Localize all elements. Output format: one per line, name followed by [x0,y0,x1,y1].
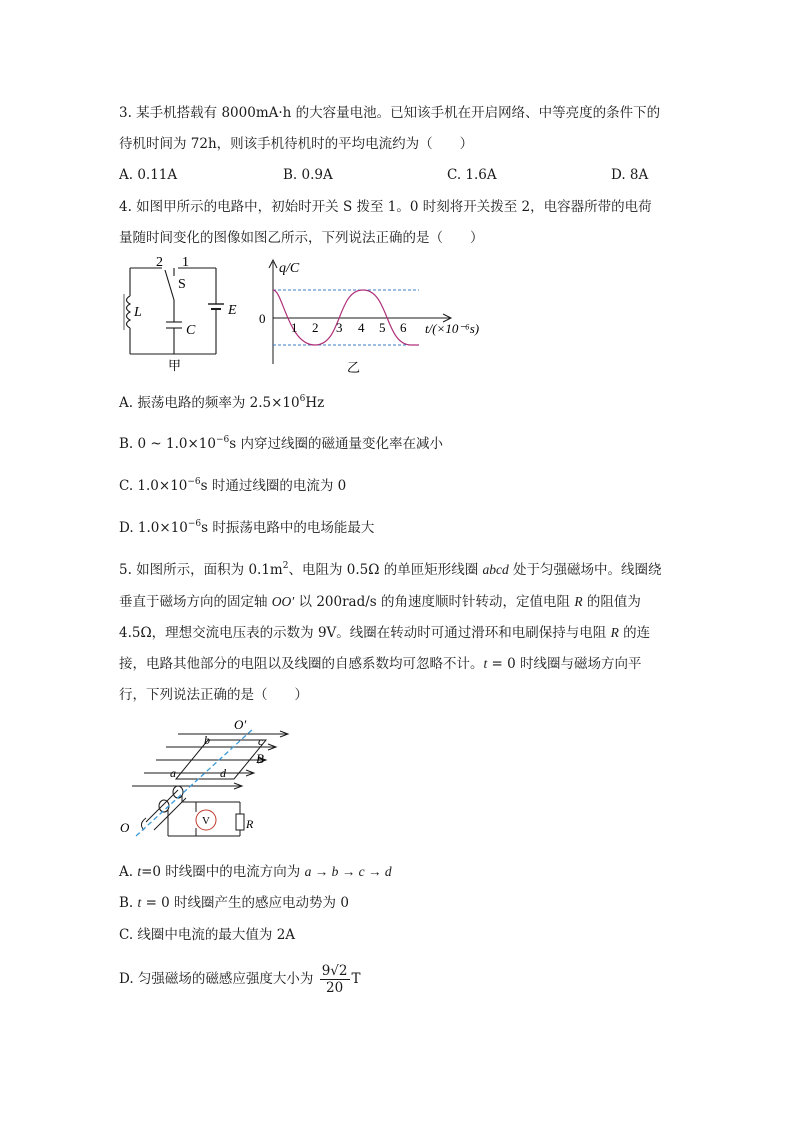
q5-option-c: C. 线圈中电流的最大值为 2A [119,927,296,943]
field-b-label: B [256,751,264,766]
tick-5: 5 [379,320,386,335]
axis-top-label: O′ [234,717,247,732]
q5-option-a: A. t=0 时线圈中的电流方向为 a → b → c → d [119,864,392,880]
q5-line4: 接，电路其他部分的电阻以及线圈的自感系数均可忽略不计。t = 0 时线圈与磁场方向平 [119,656,642,672]
y-axis-label: q/C [279,261,300,276]
fraction: $\frac{9√2}{20}$ [321,963,348,996]
origin-label: 0 [259,311,266,326]
resistor-label: R [246,817,254,831]
voltmeter-label: V [202,815,210,827]
switch-label: S [178,277,186,292]
q5-option-d: D. 匀强磁场的磁感应强度大小为 $\frac{9√2}{20}$ T [119,963,361,996]
q5-line2: 垂直于磁场方向的固定轴 OO′ 以 200rad/s 的角速度顺时针转动，定值电阻 R 的阻值为 [119,594,641,610]
inductor-label: L [134,305,142,320]
charge-time-graph [255,256,505,378]
q3-option-b: B. 0.9A [283,167,333,183]
lc-circuit-figure [118,254,258,376]
figure-yi-caption: 乙 [347,360,361,375]
tick-6: 6 [400,320,407,335]
switch-pos-2-label: 2 [156,255,163,270]
battery-label: E [228,303,237,318]
tick-4: 4 [358,320,365,335]
q4-line2: 量随时间变化的图像如图乙所示，下列说法正确的是（ ） [119,230,484,246]
vertex-a-label: a [170,766,176,780]
q5-line5: 行，下列说法正确的是（ ） [119,687,308,703]
rotating-coil-figure [116,714,306,844]
tick-3: 3 [336,320,343,335]
q4-option-b: B. 0 ~ $1.0\times 10^{-6}s$ 内穿过线圈的磁通量变化率在减小 [119,435,443,452]
capacitor-label: C [186,323,196,338]
q3-option-d: D. 8A [611,167,649,183]
q3-line2: 待机时间为 72h，则该手机待机时的平均电流约为（ ） [119,136,474,152]
q4-option-d: D. $1.0\times 10^{-6}s$ 时振荡电路中的电场能最大 [119,519,375,536]
switch-pos-1-label: 1 [182,255,189,270]
q3-option-c: C. 1.6A [447,167,497,183]
figure-jia-caption: 甲 [168,358,182,373]
q5-line3: 4.5Ω，理想交流电压表的示数为 9V。线圈在转动时可通过滑环和电刷保持与电阻 R 的连 [119,625,651,641]
q5-line1: 5. 如图所示，面积为 $0.1m^2$、电阻为 0.5Ω 的单匝矩形线圈 abcd 处于匀强磁场中。线圈绕 [119,561,662,578]
q4-option-a: A. 振荡电路的频率为 $2.5\times 10^6Hz$ [119,394,325,411]
tick-2: 2 [312,320,319,335]
tick-1: 1 [291,320,298,335]
q5-option-b: B. t = 0 时线圈产生的感应电动势为 0 [119,895,349,911]
vertex-b-label: b [204,733,210,747]
vertex-c-label: c [258,734,264,748]
q4-line1: 4. 如图甲所示的电路中，初始时开关 S 拨至 1。0 时刻将开关拨至 2，电容器所带的电荷 [119,199,652,215]
q3-line1: 3. 某手机搭载有 8000mA·h 的大容量电池。已知该手机在开启网络、中等亮度的条件下的 [119,105,661,121]
vertex-d-label: d [220,766,226,780]
axis-bottom-label: O [120,820,130,835]
q3-option-a: A. 0.11A [119,167,178,183]
x-axis-label: t/(×10⁻⁶s) [425,321,480,336]
q4-option-c: C. $1.0\times 10^{-6}s$ 时通过线圈的电流为 0 [119,477,347,494]
